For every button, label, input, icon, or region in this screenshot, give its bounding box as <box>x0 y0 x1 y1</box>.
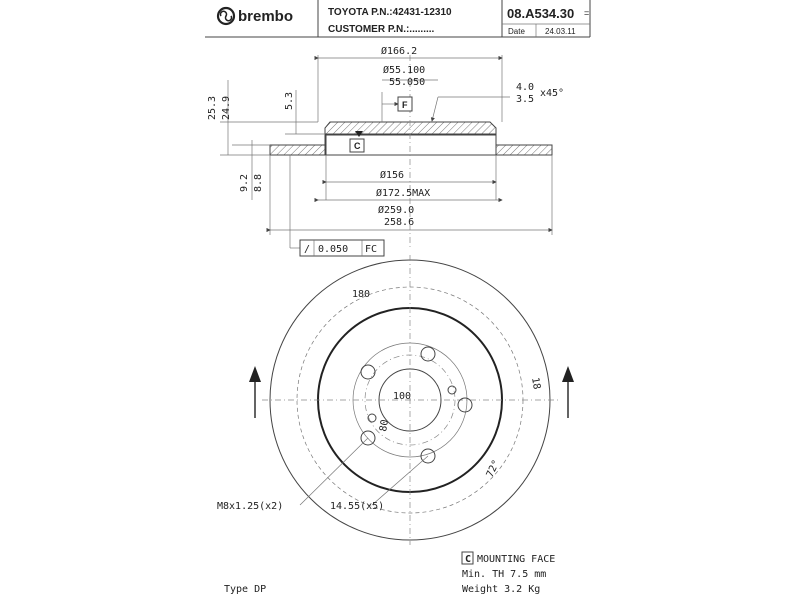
thread-hole-1 <box>448 386 456 394</box>
brembo-logo <box>218 8 293 25</box>
wheel-hole-2 <box>361 365 375 379</box>
dim-chamfer-b: 3.5 <box>516 94 535 105</box>
note-type: Type DP <box>224 584 267 595</box>
title-block <box>205 0 590 37</box>
dim-hat-depth: 5.3 <box>284 91 295 110</box>
part-number: 08.A534.30 <box>507 6 575 21</box>
dim-height-min: 24.9 <box>221 95 232 120</box>
dim-chamfer-angle: x45° <box>540 88 565 99</box>
note-min-thickness: Min. TH 7.5 mm <box>462 569 547 580</box>
note-weight: Weight 3.2 Kg <box>462 584 541 595</box>
runout-reference: FC <box>365 244 378 255</box>
dim-thickness-min: 8.8 <box>253 173 264 192</box>
note-mounting-face: MOUNTING FACE <box>477 554 556 565</box>
dim-thread-holes: M8x1.25(x2) <box>217 501 284 512</box>
flag-c: C <box>354 141 361 151</box>
customer-part-number: CUSTOMER P.N.:......... <box>328 24 435 35</box>
dim-bore-min: 55.050 <box>389 77 426 88</box>
dim-chamfer-a: 4.0 <box>516 82 535 93</box>
oem-part-number: TOYOTA P.N.:42431-12310 <box>328 7 452 18</box>
dim-wheel-holes: 14.55(x5) <box>330 501 385 512</box>
dim-thickness-max: 9.2 <box>239 173 250 192</box>
revision-mark: = <box>584 8 590 18</box>
dim-diameter-156: Ø156 <box>380 170 405 181</box>
dim-bore-max: Ø55.100 <box>383 65 426 76</box>
dim-180: 180 <box>352 289 371 300</box>
date-label: Date <box>508 27 525 36</box>
dim-height-max: 25.3 <box>207 95 218 120</box>
wheel-hole-5 <box>458 398 472 412</box>
notes-block <box>224 552 555 595</box>
dim-outer-max: Ø259.0 <box>378 205 415 216</box>
dim-hat-top-diameter: Ø166.2 <box>381 46 418 57</box>
dim-72-degrees: 72° <box>484 458 503 480</box>
thread-hole-2 <box>368 414 376 422</box>
runout-value: 0.050 <box>318 244 349 255</box>
date-value: 24.03.11 <box>545 27 576 36</box>
dim-80: 80 <box>378 418 392 433</box>
dim-18: 18 <box>529 376 542 391</box>
side-section-view <box>207 45 564 256</box>
runout-symbol: / <box>304 244 311 255</box>
dim-outer-min: 258.6 <box>384 217 415 228</box>
flag-f: F <box>402 100 408 110</box>
dim-diameter-172: Ø172.5MAX <box>376 188 431 199</box>
front-view <box>217 255 574 545</box>
brand-name: brembo <box>238 8 294 25</box>
note-c-flag: C <box>465 554 472 565</box>
dim-100: 100 <box>393 391 412 402</box>
